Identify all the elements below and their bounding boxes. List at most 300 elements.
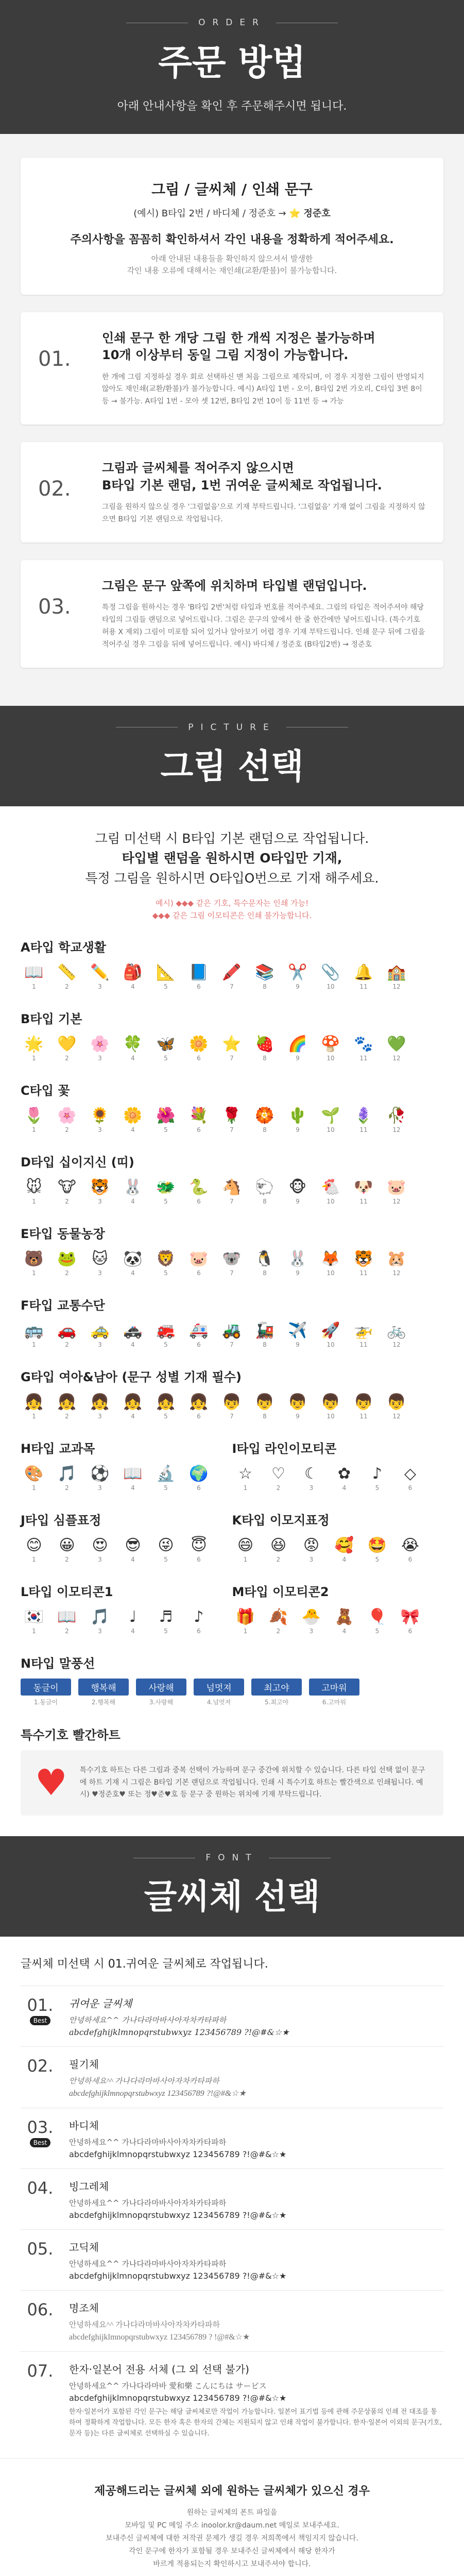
- order-header: [0, 0, 464, 134]
- picture-option[interactable]: [364, 1607, 391, 1635]
- picture-option[interactable]: [284, 1320, 311, 1348]
- picture-icon: 🦁: [156, 1249, 176, 1268]
- picture-option[interactable]: [350, 1177, 377, 1205]
- picture-option[interactable]: [152, 1464, 179, 1492]
- step-description: 한 개에 그림 지정하실 경우 회로 선택하신 맨 처음 그림으로 제작되며, 이 경우 지정한 그림이 반영되지 않아도 재인쇄(교환/환불)가 불가능합니다. 예시) A타입 1번 - 오이, B타입 2번 가오리, C타입 3번 8이 등 → 불가능. A타입 1번 - 모아 셋 12번, B타입 2번 10이 등 11번 등 → 가능: [102, 372, 424, 406]
- picture-option[interactable]: [251, 1392, 278, 1420]
- picture-number: 1: [32, 1627, 36, 1635]
- picture-icon: 🐾: [354, 1035, 373, 1053]
- picture-number: 1: [32, 1126, 36, 1133]
- picture-option[interactable]: [152, 1607, 179, 1635]
- picture-option[interactable]: [298, 1607, 325, 1635]
- picture-number: 10: [326, 982, 335, 990]
- picture-option[interactable]: [251, 1177, 278, 1205]
- picture-number: 8: [263, 1126, 267, 1133]
- picture-option[interactable]: [364, 1464, 391, 1492]
- order-eyebrow: ORDER: [0, 18, 464, 28]
- picture-icon: 🐸: [57, 1249, 77, 1268]
- picture-icon: ✿: [337, 1464, 351, 1483]
- picture-number: 1: [32, 1341, 36, 1348]
- picture-option[interactable]: [152, 1106, 179, 1133]
- type-h[interactable]: [21, 1438, 232, 1492]
- picture-option[interactable]: [119, 1464, 146, 1492]
- picture-number: 3: [98, 1126, 102, 1133]
- picture-option[interactable]: [185, 1535, 212, 1563]
- picture-option[interactable]: [317, 962, 344, 990]
- picture-intro-3: 특정 그림을 원하시면 O타입O번으로 기재 해주세요.: [85, 871, 379, 886]
- picture-option[interactable]: [350, 1249, 377, 1277]
- picture-option[interactable]: [298, 1535, 325, 1563]
- picture-icon: 🐴: [222, 1178, 242, 1196]
- picture-icon: ♬: [159, 1607, 173, 1626]
- picture-option[interactable]: [350, 1320, 377, 1348]
- picture-icon: 🚓: [123, 1321, 143, 1340]
- type-a[interactable]: [21, 937, 443, 990]
- picture-option[interactable]: [383, 1177, 410, 1205]
- picture-icon: 🌺: [156, 1106, 176, 1125]
- picture-option[interactable]: [152, 1320, 179, 1348]
- picture-option[interactable]: [317, 1177, 344, 1205]
- picture-number: 8: [263, 1341, 267, 1348]
- picture-number: 11: [359, 1412, 368, 1420]
- picture-option[interactable]: [87, 1320, 113, 1348]
- picture-option[interactable]: [21, 1249, 47, 1277]
- picture-option[interactable]: [317, 1249, 344, 1277]
- picture-option[interactable]: [350, 1392, 377, 1420]
- picture-number: 1: [32, 1555, 36, 1563]
- picture-note: [0, 897, 464, 922]
- picture-icon: 🚲: [387, 1321, 406, 1340]
- picture-option[interactable]: [21, 1320, 47, 1348]
- picture-option[interactable]: [119, 1177, 146, 1205]
- picture-option[interactable]: [87, 1034, 113, 1062]
- picture-option[interactable]: [383, 1392, 410, 1420]
- picture-icon: 🌸: [57, 1106, 77, 1125]
- picture-option[interactable]: [317, 1392, 344, 1420]
- picture-icon: 📎: [321, 963, 340, 981]
- picture-icon: 📚: [255, 963, 274, 981]
- picture-option[interactable]: [251, 1249, 278, 1277]
- font-name: 귀여운 글씨체: [69, 1997, 132, 2010]
- picture-number: 11: [359, 982, 368, 990]
- picture-option[interactable]: [54, 962, 80, 990]
- font-option-7[interactable]: [21, 2351, 443, 2448]
- picture-option[interactable]: [21, 1106, 47, 1133]
- picture-icon: 📘: [189, 963, 209, 981]
- picture-number: 1: [32, 1054, 36, 1062]
- picture-icon: ⚽: [90, 1464, 110, 1483]
- picture-option[interactable]: [54, 1392, 80, 1420]
- type-i[interactable]: [232, 1438, 444, 1492]
- picture-intro: [0, 806, 464, 937]
- picture-icon: 🎈: [367, 1607, 387, 1626]
- type-b[interactable]: [21, 1009, 443, 1062]
- picture-option[interactable]: [119, 1106, 146, 1133]
- picture-number: 5: [164, 1555, 168, 1563]
- picture-number: 9: [296, 1197, 300, 1205]
- picture-option[interactable]: [119, 1320, 146, 1348]
- type-k[interactable]: [232, 1510, 444, 1563]
- picture-number: 12: [392, 1269, 401, 1277]
- picture-option[interactable]: [218, 1106, 245, 1133]
- picture-option[interactable]: [218, 1320, 245, 1348]
- picture-option[interactable]: [251, 962, 278, 990]
- font-option-5[interactable]: [21, 2229, 443, 2290]
- picture-number: 4: [342, 1555, 347, 1563]
- speech-bubble: 고마워: [309, 1679, 359, 1696]
- picture-icon: ☆: [238, 1464, 252, 1483]
- picture-number: 7: [230, 1054, 234, 1062]
- picture-number: 3: [309, 1484, 314, 1492]
- picture-option[interactable]: [284, 1034, 311, 1062]
- type-d[interactable]: [21, 1152, 443, 1205]
- type-m[interactable]: [232, 1582, 444, 1635]
- type-c[interactable]: [21, 1080, 443, 1133]
- picture-option[interactable]: [185, 1607, 212, 1635]
- picture-title: 그림 선택: [160, 746, 304, 786]
- picture-icon: 🏵️: [255, 1106, 274, 1125]
- picture-option[interactable]: [87, 1106, 113, 1133]
- special-title: 특수기호 빨간하트: [21, 1727, 121, 1742]
- picture-option[interactable]: [87, 1392, 113, 1420]
- picture-number: 8: [263, 1054, 267, 1062]
- picture-option[interactable]: [21, 1034, 47, 1062]
- picture-number: 2: [65, 1126, 69, 1133]
- font-name: 한자·일본어 전용 서체 (그 외 선택 불가): [69, 2363, 249, 2376]
- picture-option[interactable]: [397, 1464, 424, 1492]
- picture-icon: 👧: [189, 1393, 209, 1411]
- picture-icon: 🐯: [90, 1178, 110, 1196]
- font-option-2[interactable]: [21, 2046, 443, 2108]
- picture-icon: 🐹: [387, 1249, 406, 1268]
- type-title: B타입 기본: [21, 1011, 82, 1026]
- picture-icon: 😡: [303, 1536, 320, 1554]
- picture-icon: 🌍: [189, 1464, 209, 1483]
- picture-option[interactable]: [119, 1535, 146, 1563]
- picture-number: 3: [98, 1197, 102, 1205]
- picture-option[interactable]: [152, 962, 179, 990]
- picture-option[interactable]: [265, 1607, 292, 1635]
- picture-option[interactable]: [298, 1464, 325, 1492]
- picture-option[interactable]: [350, 1106, 377, 1133]
- icon-row: [21, 1249, 443, 1277]
- picture-option[interactable]: [87, 1607, 113, 1635]
- picture-option[interactable]: [21, 1392, 47, 1420]
- picture-option[interactable]: [21, 962, 47, 990]
- picture-option[interactable]: [397, 1607, 424, 1635]
- picture-icon: 🐷: [387, 1178, 406, 1196]
- picture-number: 2: [65, 1412, 69, 1420]
- picture-icon: 📖: [57, 1607, 77, 1626]
- picture-option[interactable]: [350, 962, 377, 990]
- picture-icon: 🌵: [288, 1106, 307, 1125]
- picture-option[interactable]: [185, 1034, 212, 1062]
- picture-number: 3: [98, 1484, 102, 1492]
- icon-row: [232, 1464, 444, 1492]
- picture-option[interactable]: [119, 1607, 146, 1635]
- picture-option[interactable]: [119, 1034, 146, 1062]
- picture-number: 4: [342, 1484, 347, 1492]
- picture-option[interactable]: [317, 1034, 344, 1062]
- speech-bubble: 동글이: [21, 1679, 71, 1696]
- picture-option[interactable]: [54, 1106, 80, 1133]
- icon-row: [21, 1034, 443, 1062]
- picture-option[interactable]: [218, 1177, 245, 1205]
- picture-option[interactable]: [284, 1249, 311, 1277]
- picture-option[interactable]: [54, 1320, 80, 1348]
- picture-option[interactable]: [54, 1177, 80, 1205]
- picture-option[interactable]: [251, 1034, 278, 1062]
- picture-icon: 👦: [288, 1393, 307, 1411]
- speech-bubble-item: [21, 1679, 71, 1706]
- special-heart-section: [0, 1725, 464, 1836]
- picture-number: 2: [65, 1197, 69, 1205]
- picture-icon: 🎨: [24, 1464, 44, 1483]
- picture-option[interactable]: [383, 1249, 410, 1277]
- intro-example-text: (예시) B타입 2번 / 바디체 / 정준호 →: [133, 208, 286, 219]
- picture-option[interactable]: [251, 1320, 278, 1348]
- picture-option[interactable]: [21, 1607, 47, 1635]
- picture-option[interactable]: [119, 1249, 146, 1277]
- picture-number: 11: [359, 1269, 368, 1277]
- picture-number: 3: [309, 1555, 314, 1563]
- type-title: N타입 말풍선: [21, 1656, 95, 1671]
- picture-number: 7: [230, 1341, 234, 1348]
- picture-option[interactable]: [87, 1535, 113, 1563]
- picture-option[interactable]: [284, 1106, 311, 1133]
- picture-number: 6: [197, 1197, 201, 1205]
- picture-option[interactable]: [152, 1535, 179, 1563]
- picture-option[interactable]: [364, 1535, 391, 1563]
- picture-icon: ✂️: [288, 963, 307, 981]
- picture-option[interactable]: [284, 1177, 311, 1205]
- picture-option[interactable]: [185, 962, 212, 990]
- picture-number: 5: [164, 1269, 168, 1277]
- type-j[interactable]: [21, 1510, 232, 1563]
- picture-number: 3: [98, 1341, 102, 1348]
- picture-option[interactable]: [232, 1464, 259, 1492]
- picture-icon: 🍓: [255, 1035, 274, 1053]
- picture-option[interactable]: [185, 1249, 212, 1277]
- picture-icon: 👧: [123, 1393, 143, 1411]
- picture-option[interactable]: [87, 1177, 113, 1205]
- type-title: C타입 꽃: [21, 1083, 70, 1098]
- step-description: 그림을 원하지 않으실 경우 '그림없음'으로 기재 부탁드립니다. '그림없음' 기재 없이 그림을 지정하지 않으면 B타입 기본 랜덤으로 작업됩니다.: [102, 503, 425, 524]
- picture-number: 12: [392, 1054, 401, 1062]
- font-option-1[interactable]: [21, 1986, 443, 2046]
- icon-row: [232, 1607, 444, 1635]
- picture-number: 8: [263, 1269, 267, 1277]
- picture-option[interactable]: [284, 1392, 311, 1420]
- picture-icon: 🔬: [156, 1464, 176, 1483]
- type-title: K타입 이모지표정: [232, 1513, 330, 1528]
- type-l[interactable]: [21, 1582, 232, 1635]
- font-number: 03.: [27, 2117, 54, 2138]
- picture-number: 2: [65, 1054, 69, 1062]
- footer-line: 보내주신 글씨체에 대한 저작권 문제가 생길 경우 저희쪽에서 책임지지 않습니다.: [106, 2534, 358, 2543]
- picture-option[interactable]: [265, 1535, 292, 1563]
- picture-option[interactable]: [87, 1249, 113, 1277]
- picture-option[interactable]: [152, 1177, 179, 1205]
- picture-icon: 🖍️: [222, 963, 242, 981]
- font-sample-latin: abcdefghijklmnopqrstubwxyz 123456789 ?!@#&☆★: [69, 2089, 246, 2098]
- intro-note-line-1: 아래 안내된 내용들을 확인하지 않으셔서 발생한: [151, 254, 313, 263]
- picture-icon: 🚂: [255, 1321, 274, 1340]
- picture-number: 4: [131, 1484, 135, 1492]
- type-title: J타입 심플표정: [21, 1513, 101, 1528]
- picture-icon: 🥀: [387, 1106, 406, 1125]
- font-sample-latin: abcdefghijklmnopqrstubwxyz 123456789 ?!@#&☆★: [69, 2393, 287, 2403]
- picture-option[interactable]: [232, 1607, 259, 1635]
- picture-option[interactable]: [21, 1535, 47, 1563]
- speech-bubble-item: [194, 1679, 244, 1706]
- picture-option[interactable]: [185, 1177, 212, 1205]
- picture-option[interactable]: [350, 1034, 377, 1062]
- icon-row: [21, 962, 443, 990]
- picture-option[interactable]: [265, 1464, 292, 1492]
- type-title: H타입 교과목: [21, 1441, 95, 1456]
- picture-option[interactable]: [185, 1320, 212, 1348]
- speech-bubble: 행복해: [78, 1679, 129, 1696]
- picture-option[interactable]: [331, 1464, 358, 1492]
- picture-icon: ✏️: [90, 963, 110, 981]
- picture-icon: ♡: [271, 1464, 285, 1483]
- picture-option[interactable]: [185, 1392, 212, 1420]
- picture-option[interactable]: [152, 1249, 179, 1277]
- picture-option[interactable]: [397, 1535, 424, 1563]
- picture-option[interactable]: [185, 1464, 212, 1492]
- best-badge: Best: [30, 2016, 51, 2025]
- order-section: [0, 134, 464, 706]
- picture-option[interactable]: [54, 1535, 80, 1563]
- picture-eyebrow: PICTURE: [0, 722, 464, 733]
- picture-option[interactable]: [232, 1535, 259, 1563]
- picture-number: 2: [276, 1555, 281, 1563]
- picture-option[interactable]: [119, 1392, 146, 1420]
- picture-icon: 📖: [24, 963, 44, 981]
- picture-icon: 🐵: [288, 1178, 307, 1196]
- picture-icon: 📐: [156, 963, 176, 981]
- picture-icon: 👦: [222, 1393, 242, 1411]
- picture-option[interactable]: [331, 1607, 358, 1635]
- picture-option[interactable]: [218, 962, 245, 990]
- picture-icon: 👧: [57, 1393, 77, 1411]
- font-number: 04.: [27, 2178, 54, 2198]
- type-g[interactable]: [21, 1367, 443, 1420]
- picture-option[interactable]: [54, 1249, 80, 1277]
- picture-number: 4: [131, 1197, 135, 1205]
- picture-option[interactable]: [317, 1320, 344, 1348]
- picture-option[interactable]: [54, 1034, 80, 1062]
- type-title: D타입 십이지신 (띠): [21, 1155, 134, 1170]
- picture-icon: 🥰: [334, 1536, 354, 1554]
- font-option-4[interactable]: [21, 2168, 443, 2229]
- step-heading-2: 10개 이상부터 동일 그림 지정이 가능합니다.: [102, 348, 349, 363]
- font-option-6[interactable]: [21, 2290, 443, 2351]
- picture-option[interactable]: [21, 1464, 47, 1492]
- picture-option[interactable]: [119, 962, 146, 990]
- picture-option[interactable]: [284, 962, 311, 990]
- order-step-3: [21, 560, 443, 668]
- picture-icon: 🍂: [268, 1607, 288, 1626]
- picture-option[interactable]: [218, 1249, 245, 1277]
- picture-number: 6: [408, 1627, 413, 1635]
- picture-icon: 🚀: [321, 1321, 340, 1340]
- picture-option[interactable]: [54, 1607, 80, 1635]
- speech-bubble-item: [78, 1679, 129, 1706]
- font-option-3[interactable]: [21, 2108, 443, 2168]
- picture-option[interactable]: [87, 1464, 113, 1492]
- speech-bubble-caption: 3.사랑해: [149, 1698, 174, 1706]
- font-sample-korean: 안녕하세요^^ 가나다라마바사아자차카타파하: [69, 2015, 227, 2025]
- picture-option[interactable]: [152, 1034, 179, 1062]
- step-heading-2: B타입 기본 랜덤, 1번 귀여운 글씨체로 작업됩니다.: [102, 478, 382, 493]
- picture-option[interactable]: [383, 962, 410, 990]
- picture-icon: 😭: [401, 1536, 420, 1554]
- picture-number: 7: [230, 1197, 234, 1205]
- type-n[interactable]: [21, 1653, 443, 1706]
- type-f[interactable]: [21, 1295, 443, 1348]
- picture-number: 8: [263, 982, 267, 990]
- picture-option[interactable]: [87, 962, 113, 990]
- picture-option[interactable]: [185, 1106, 212, 1133]
- picture-number: 1: [32, 1412, 36, 1420]
- font-sample-latin: abcdefghijklmnopqrstubwxyz 123456789 ?!@#&☆★: [69, 2210, 287, 2221]
- picture-icon: 😎: [125, 1536, 141, 1554]
- picture-number: 3: [98, 1412, 102, 1420]
- picture-number: 9: [296, 1269, 300, 1277]
- red-heart-icon: ♥: [35, 1761, 67, 1804]
- picture-number: 9: [296, 1341, 300, 1348]
- font-title: 글씨체 선택: [144, 1877, 320, 1917]
- picture-number: 5: [164, 1341, 168, 1348]
- type-e[interactable]: [21, 1224, 443, 1277]
- picture-number: 11: [359, 1126, 368, 1133]
- picture-option[interactable]: [383, 1034, 410, 1062]
- picture-option[interactable]: [54, 1464, 80, 1492]
- picture-number: 9: [296, 1054, 300, 1062]
- picture-option[interactable]: [331, 1535, 358, 1563]
- picture-option[interactable]: [218, 1034, 245, 1062]
- picture-option[interactable]: [152, 1392, 179, 1420]
- picture-option[interactable]: [218, 1392, 245, 1420]
- picture-number: 4: [131, 1412, 135, 1420]
- picture-number: 2: [65, 1555, 69, 1563]
- picture-icon: 🌷: [24, 1106, 44, 1125]
- type-pair-hi: [21, 1438, 443, 1510]
- best-badge: Best: [30, 2138, 51, 2147]
- font-name: 빙그레체: [69, 2180, 109, 2193]
- type-title: I타입 라인이모티콘: [232, 1441, 337, 1456]
- picture-option[interactable]: [251, 1106, 278, 1133]
- picture-option[interactable]: [21, 1177, 47, 1205]
- footer-line: 바르게 적용되는지 확인하시고 보내주셔야 합니다.: [153, 2560, 311, 2569]
- picture-icon: 🐱: [92, 1249, 108, 1268]
- picture-icon: 👦: [255, 1393, 274, 1411]
- picture-option[interactable]: [383, 1106, 410, 1133]
- picture-icon: ⭐: [222, 1035, 242, 1053]
- type-title: M타입 이모티콘2: [232, 1584, 329, 1599]
- picture-number: 1: [32, 982, 36, 990]
- picture-header: [0, 706, 464, 806]
- picture-number: 11: [359, 1054, 368, 1062]
- picture-option[interactable]: [317, 1106, 344, 1133]
- picture-option[interactable]: [383, 1320, 410, 1348]
- font-description: 한자·일본어가 포함된 각인 문구는 해당 글씨체로만 작업이 가능합니다. 일본어 표기법 등에 관해 주문상품의 인쇄 전 대조를 통하여 정확하게 작업합니다. 모든 한자 혹은 한자의 간체는 지원되지 않고 인쇄 작업이 불가합니다. 한자·일본어 이외의 문구(기호, 문자 등)는 다른 글씨체로 선택하실 수 있습니다.: [69, 2408, 442, 2437]
- picture-types: [0, 937, 464, 1706]
- picture-intro-1: 그림 미선택 시 B타입 기본 랜덤으로 작업됩니다.: [95, 831, 369, 846]
- step-number: 02.: [38, 477, 71, 501]
